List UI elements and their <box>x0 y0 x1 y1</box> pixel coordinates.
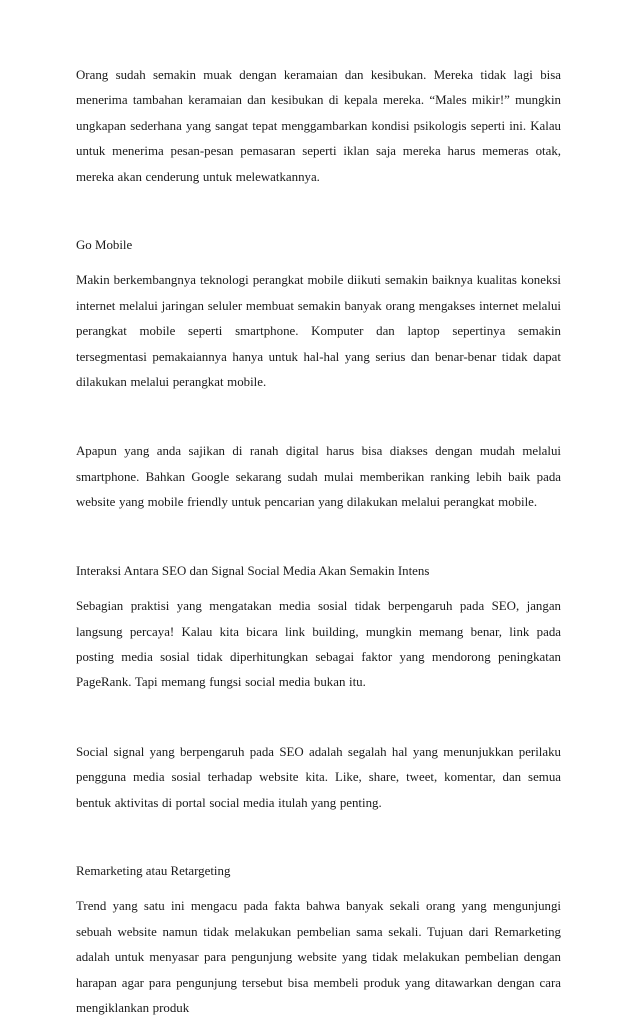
paragraph-go-mobile-2: Apapun yang anda sajikan di ranah digital harus bisa diakses dengan mudah melalui smartphone. Bahkan Google sekarang sudah mulai memberikan ranking lebih baik pada website yang mobile friendly untuk pencarian yang dilakukan melalui perangkat mobile. <box>76 444 561 510</box>
heading-go-mobile: Go Mobile <box>76 238 133 253</box>
document-body <box>76 63 561 1021</box>
paragraph-seo-social-2: Social signal yang berpengaruh pada SEO adalah segalah hal yang menunjukkan perilaku pengguna media sosial terhadap website kita. Like, share, tweet, komentar, dan semua bentuk aktivitas di portal social media itulah yang penting. <box>76 744 561 810</box>
paragraph-remarketing: Trend yang satu ini mengacu pada fakta bahwa banyak sekali orang yang mengunjungi sebuah website namun tidak melakukan pembelian sama sekali. Tujuan dari Remarketing adalah untuk menyasar para pengunjung website yang tidak melakukan pembelian dengan harapan agar para pengunjung tersebut bisa membeli produk yang ditawarkan dengan cara mengiklankan produk <box>76 899 561 1015</box>
paragraph-seo-social-1: Sebagian praktisi yang mengatakan media sosial tidak berpengaruh pada SEO, jangan langsung percaya! Kalau kita bicara link building, mungkin memang benar, link pada posting media sosial tidak diperhitungkan sebagai faktor yang mendorong peningkatan PageRank. Tapi memang fungsi social media bukan itu. <box>76 599 561 690</box>
paragraph-intro: Orang sudah semakin muak dengan keramaian dan kesibukan. Mereka tidak lagi bisa menerima tambahan keramaian dan kesibukan di kepala mereka. “Males mikir!” mungkin ungkapan sederhana yang sangat tepat menggambarkan kondisi psikologis seperti ini. Kalau untuk menerima pesan-pesan pemasaran seperti iklan saja mereka harus memeras otak, mereka akan cenderung untuk melewatkannya. <box>76 68 561 184</box>
paragraph-go-mobile-1: Makin berkembangnya teknologi perangkat mobile diikuti semakin baiknya kualitas koneksi internet melalui jaringan seluler membuat semakin banyak orang mengakses internet melalui perangkat mobile seperti smartphone. Komputer dan laptop sepertinya semakin tersegmentasi pemakaiannya hanya untuk hal-hal yang serius dan benar-benar tidak dapat dilakukan melalui perangkat mobile. <box>76 273 561 390</box>
heading-seo-social: Interaksi Antara SEO dan Signal Social Media Akan Semakin Intens <box>76 563 430 578</box>
heading-remarketing: Remarketing atau Retargeting <box>76 863 231 878</box>
